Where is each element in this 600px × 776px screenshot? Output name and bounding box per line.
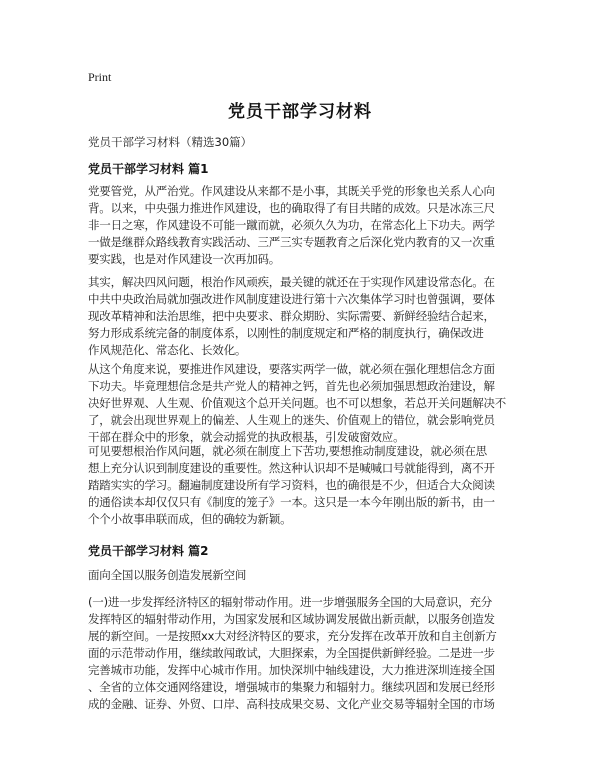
paragraph-line: 了，就会出现世界观上的偏差、人生观上的迷失、价值观上的错位，就会影响党员	[88, 413, 495, 427]
paragraph-line: 踏踏实实的学习。翻遍制度建设所有学习资料，也的确很是不少，但适合大众阅读	[88, 478, 495, 492]
paragraph-line: 努力形成系统完备的制度体系，以刚性的制度规定和严格的制度执行，确保改进	[88, 326, 484, 340]
paragraph-line: 的通俗读本却仅仅只有《制度的笼子》一本。这只是一本今年刚出版的新书，由一	[88, 495, 495, 509]
paragraph-line: 党要管党，从严治党。作风建设从来都不是小事，其既关乎党的形象也关系人心向	[88, 184, 495, 198]
paragraph-line: 展的新空间。一是按照xx大对经济特区的要求，充分发挥在改革开放和自主创新方	[88, 629, 497, 643]
paragraph-line: 中共中央政治局就加强改进作风制度建设进行第十六次集体学习时也曾强调，要体	[88, 292, 495, 306]
paragraph-line: 从这个角度来说，要推进作风建设，要落实两学一做，就必须在强化理想信念方面	[88, 362, 495, 376]
paragraph-line: 非一日之寒，作风建设不可能一蹴而就，必须久久为功，在常态化上下功夫。两学	[88, 218, 495, 232]
paragraph-line: 个个小故事串联而成，但的确较为新颖。	[88, 512, 292, 526]
paragraph-line: 成的金融、证券、外贸、口岸、高科技成果交易、文化产业交易等辐射全国的市场	[88, 697, 495, 711]
section-heading-2: 党员干部学习材料 篇2	[88, 544, 209, 558]
paragraph-line: 作风规范化、常态化、长效化。	[88, 343, 247, 357]
paragraph-line: 面向全国以服务创造发展新空间	[88, 568, 247, 582]
section-heading-1: 党员干部学习材料 篇1	[88, 162, 209, 176]
paragraph-line: 其实，解决四风问题，根治作风顽疾，最关键的就还在于实现作风建设常态化。在	[88, 275, 495, 289]
paragraph-line: 面的示范带动作用，继续敢闯敢试，大胆探索，为全国提供新鲜经验。二是进一步	[88, 646, 495, 660]
paragraph	[88, 443, 514, 528]
paragraph	[88, 594, 514, 713]
paragraph-line: 可见要想根治作风问题，就必须在制度上下苦功,要想推动制度建设，就必须在思	[88, 444, 487, 458]
document-subtitle: 党员干部学习材料（精选30篇）	[88, 135, 253, 149]
paragraph-line: 想上充分认识到制度建设的重要性。然这种认识却不是喊喊口号就能得到，离不开	[88, 461, 495, 475]
print-label[interactable]: Print	[88, 70, 112, 84]
paragraph-line: 背。以来，中央强力推进作风建设，也的确取得了有目共睹的成效。只是冰冻三尺	[88, 201, 495, 215]
paragraph	[88, 567, 514, 584]
paragraph-line: (一)进一步发挥经济特区的辐射带动作用。进一步增强服务全国的大局意识，充分	[88, 595, 493, 609]
paragraph-line: 发挥特区的辐射带动作用，为国家发展和区域协调发展做出新贡献，以服务创造发	[88, 612, 495, 626]
paragraph	[88, 361, 514, 446]
paragraph-line: 决好世界观、人生观、价值观这个总开关问题。也不可以想象，若总开关问题解决不	[88, 396, 507, 410]
document-title: 党员干部学习材料	[228, 102, 372, 122]
paragraph-line: 完善城市功能，发挥中心城市作用。加快深圳中轴线建设，大力推进深圳连接全国	[88, 663, 495, 677]
paragraph-line: 要实践，也是对作风建设一次再加码。	[88, 252, 281, 266]
paragraph-line: 、全省的立体交通网络建设，增强城市的集聚力和辐射力。继续巩固和发展已经形	[88, 680, 495, 694]
paragraph-line: 下功夫。毕竟理想信念是共产党人的精神之钙，首先也必须加强思想政治建设，解	[88, 379, 495, 393]
paragraph	[88, 274, 514, 359]
paragraph	[88, 183, 514, 268]
paragraph-line: 干部在群众中的形象，就会动摇党的执政根基，引发破窗效应。	[88, 430, 405, 444]
paragraph-line: 一做是继群众路线教育实践活动、三严三实专题教育之后深化党内教育的又一次重	[88, 235, 495, 249]
paragraph-line: 现改革精神和法治思维，把中央要求、群众期盼、实际需要、新鲜经验结合起来，	[88, 309, 495, 323]
